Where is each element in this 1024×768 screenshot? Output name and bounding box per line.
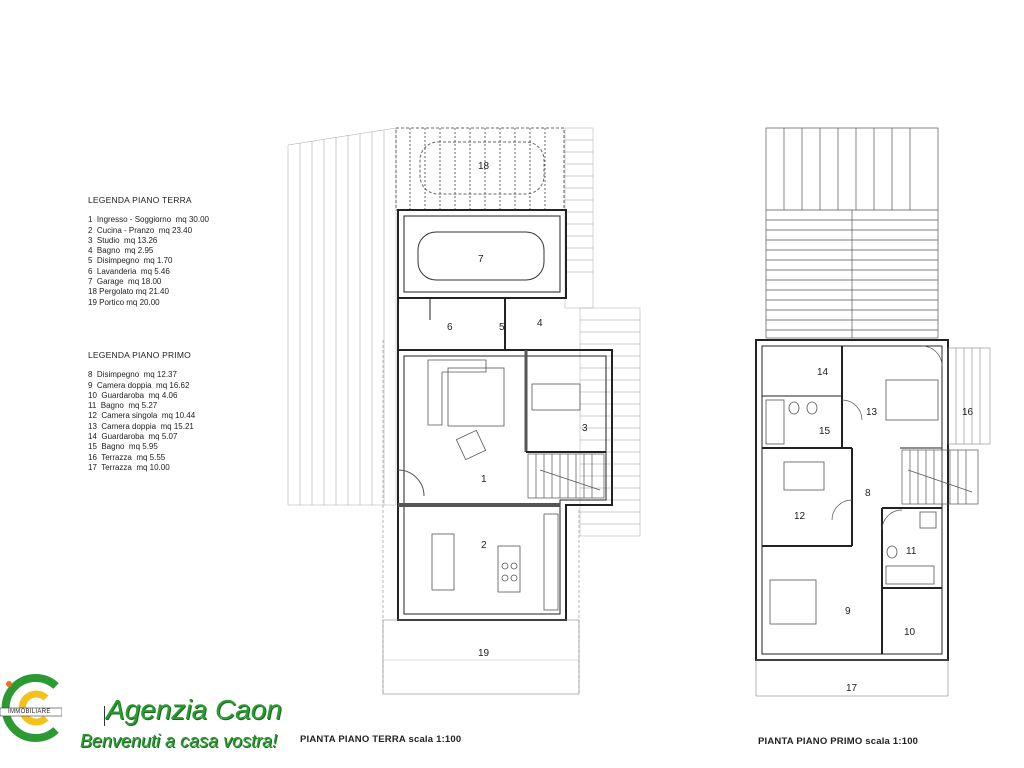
stairs-primo [902,450,978,504]
legend-terra-item: 2 Cucina - Pranzo mq 23.40 [88,225,193,235]
legend-primo-item: 12 Camera singola mq 10.44 [88,411,196,421]
legend-primo-item: 11 Bagno mq 5.27 [88,401,158,411]
legend-primo-item: 8 Disimpegno mq 12.37 [88,370,177,380]
room-number: 10 [904,627,916,638]
room-number: 15 [819,426,831,437]
plan-piano-terra [288,128,640,694]
room-number: 19 [478,648,490,659]
agency-logo-icon [0,672,62,744]
legend-primo-item: 10 Guardaroba mq 4.06 [88,390,178,400]
plan-piano-primo [756,128,990,696]
room-number: 18 [478,161,490,172]
logo-divider [104,706,105,726]
room-number: 4 [537,318,543,329]
room-number: 12 [794,511,806,522]
terrain-hatch-left [288,128,396,505]
legend-terra-item: 4 Bagno mq 2.95 [88,246,154,256]
legend-primo-item: 16 Terrazza mq 5.55 [88,452,166,462]
caption-piano-terra: PIANTA PIANO TERRA scala 1:100 [300,734,462,745]
room-number: 5 [499,322,505,333]
legend-primo-item: 14 Guardaroba mq 5.07 [88,432,178,442]
room-number: 13 [866,407,878,418]
room-number: 9 [845,606,851,617]
brand-slogan: Benvenuti a casa vostra! [80,731,278,751]
legend-primo-item: 13 Camera doppia mq 15.21 [88,421,194,431]
room-number: 3 [582,423,588,434]
room-number: 2 [481,540,487,551]
legend-terra-item: 5 Disimpegno mq 1.70 [88,256,173,266]
room-number: 16 [962,407,974,418]
room-number: 6 [447,322,453,333]
legend-terra-title: LEGENDA PIANO TERRA [88,195,192,205]
room-number: 7 [478,254,484,265]
portico [383,340,579,694]
legend-terra-item: 1 Ingresso - Soggiorno mq 30.00 [88,215,209,225]
legend-terra-item: 18 Pergolato mq 21.40 [88,287,169,297]
legend-terra-item: 6 Lavanderia mq 5.46 [88,266,170,276]
room-number: 1 [481,474,487,485]
furniture-living [428,360,580,610]
doors-primo [832,346,942,530]
room-number: 14 [817,367,829,378]
legend-terra-item: 19 Portico mq 20.00 [88,297,160,307]
caption-piano-primo: PIANTA PIANO PRIMO scala 1:100 [758,736,919,747]
room-number: 11 [906,546,917,557]
terrace-16 [948,348,990,444]
legend-primo-item: 15 Bagno mq 5.95 [88,442,158,452]
legend-primo-item: 9 Camera doppia mq 16.62 [88,380,190,390]
pergola-roof-primo [766,128,938,338]
legend-primo-title: LEGENDA PIANO PRIMO [88,350,191,360]
legend-terra-item: 7 Garage mq 18.00 [88,277,162,287]
legend-primo-item: 17 Terrazza mq 10.00 [88,462,170,472]
legend-terra-item: 3 Studio mq 13.26 [88,235,158,245]
logo-text: IMMOBILIARE [8,709,51,715]
room-number: 8 [865,488,871,499]
room-number: 17 [846,683,858,694]
door-entrance [398,470,424,496]
brand-name: Agenzia Caon [106,694,282,725]
